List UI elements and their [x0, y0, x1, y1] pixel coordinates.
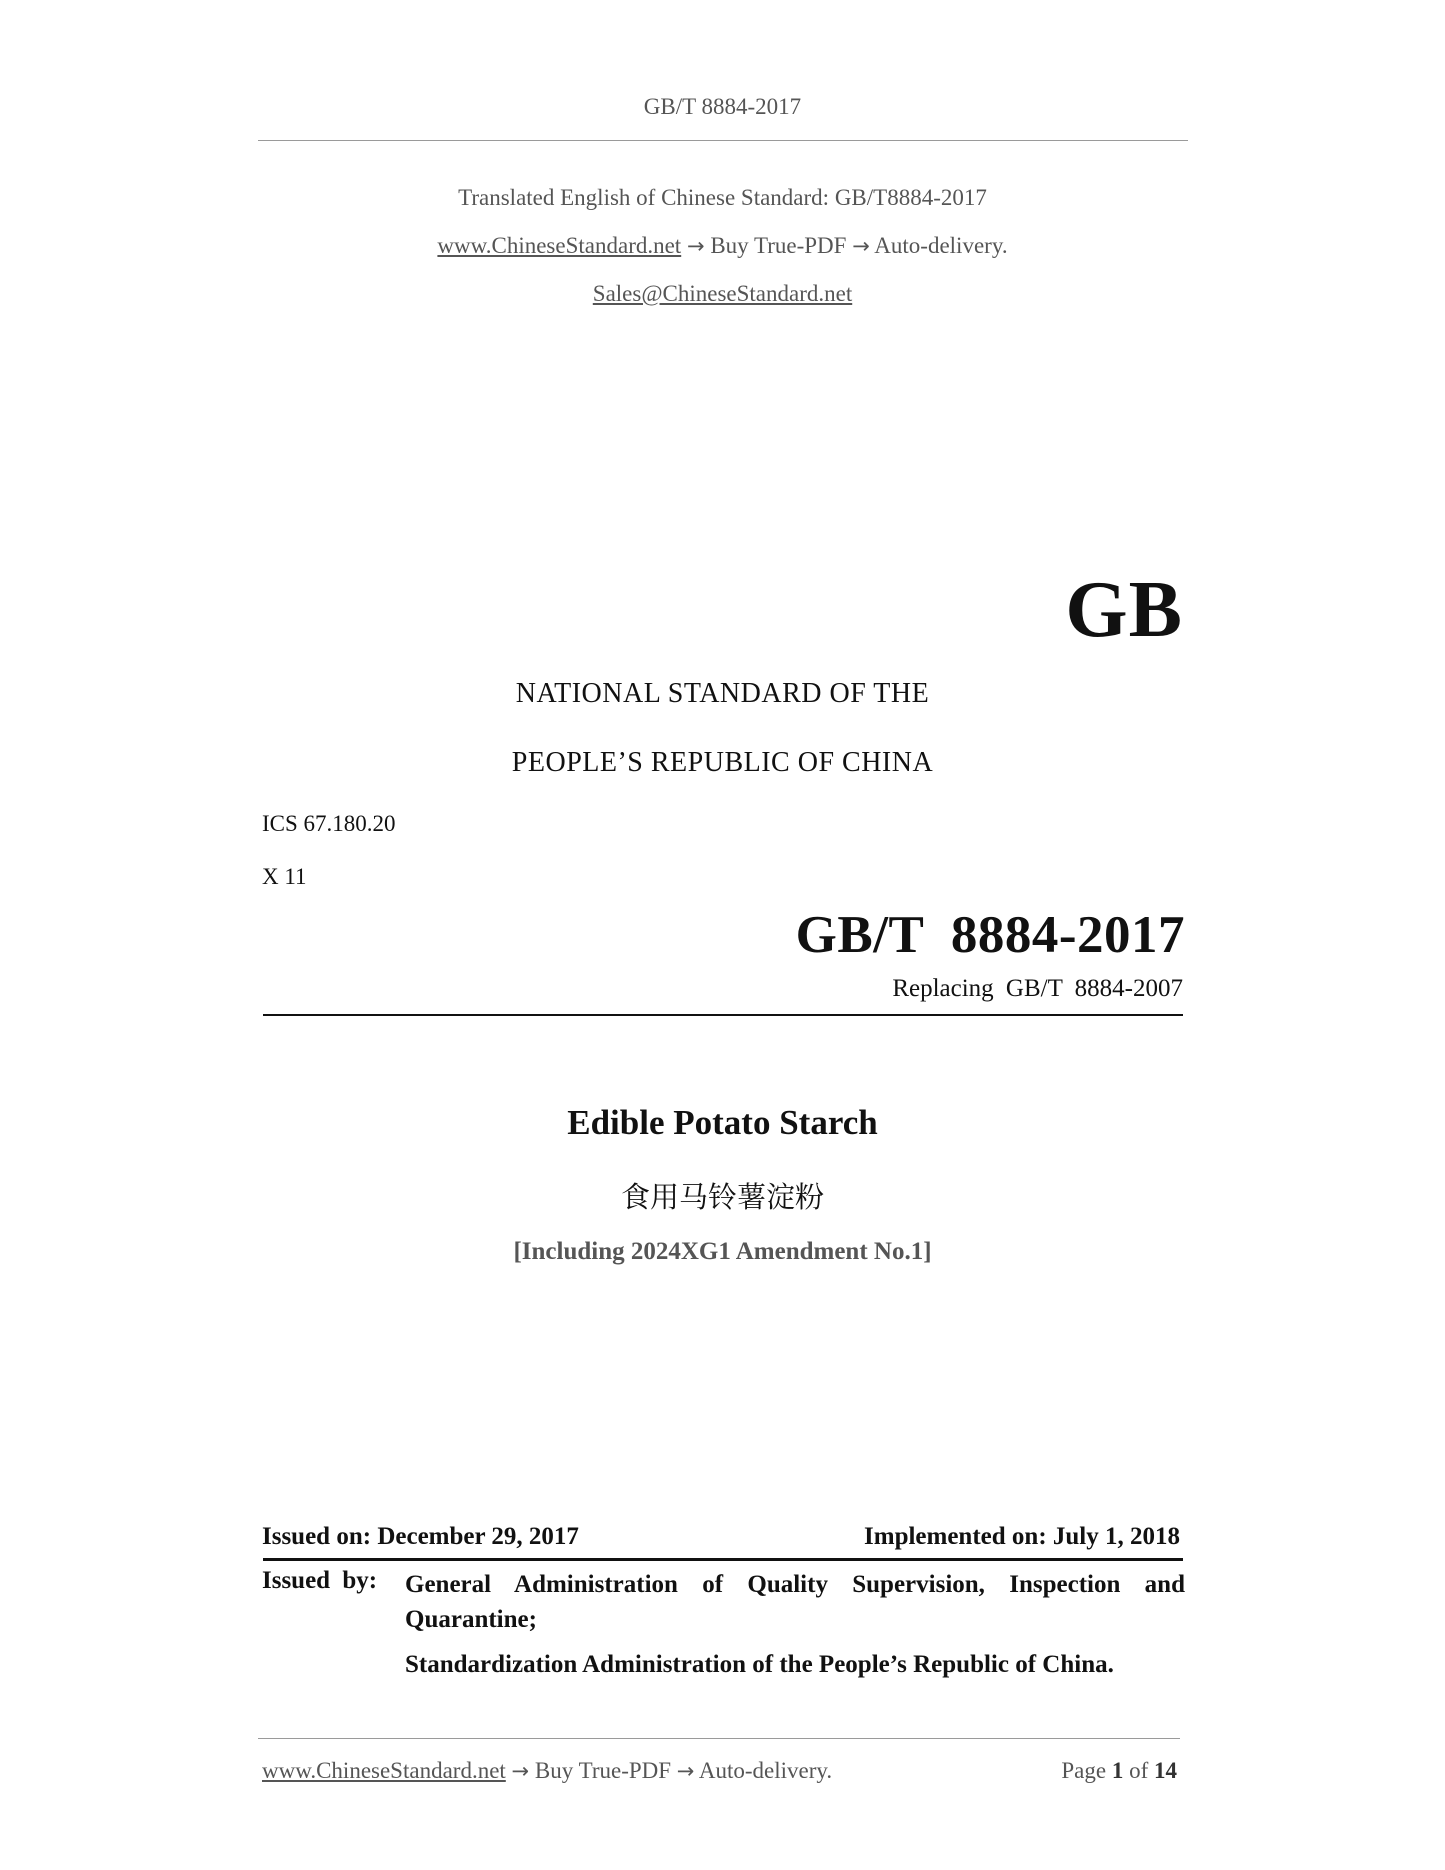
issued-by-label: Issued by: [262, 1567, 378, 1594]
header-rule [258, 140, 1188, 141]
national-standard-line2: PEOPLE’S REPUBLIC OF CHINA [511, 747, 934, 778]
title-rule [263, 1014, 1183, 1016]
footer-purchase-row [262, 1758, 832, 1784]
running-header: GB/T 8884-2017 [643, 94, 802, 119]
implemented-on-date: Implemented on: July 1, 2018 [864, 1523, 1180, 1550]
arrow-right-icon: → [852, 234, 870, 258]
footer-rule [258, 1738, 1180, 1739]
footer-buy-text: Buy True-PDF [534, 1758, 672, 1783]
page-total: 14 [1154, 1758, 1177, 1783]
page-label: Page [1061, 1758, 1107, 1783]
document-title-zh: 食用马铃薯淀粉 [620, 1180, 824, 1214]
footer-website-link[interactable]: www.ChineseStandard.net [262, 1758, 506, 1783]
ics-code: ICS 67.180.20 [262, 811, 396, 836]
arrow-right-icon: → [676, 1759, 695, 1783]
issue-rule [263, 1558, 1183, 1561]
issued-on-date: Issued on: December 29, 2017 [262, 1523, 579, 1550]
arrow-right-icon: → [511, 1759, 530, 1783]
amendment-note: [Including 2024XG1 Amendment No.1] [513, 1238, 932, 1265]
national-standard-line1: NATIONAL STANDARD OF THE [515, 678, 930, 709]
replacing-note: Replacing GB/T 8884-2007 [892, 975, 1183, 1002]
ccs-code: X 11 [262, 864, 307, 889]
delivery-text: Auto-delivery. [874, 233, 1008, 258]
standard-code-text: GB/T 8884-2017 [795, 906, 1185, 964]
of-label: of [1129, 1758, 1149, 1783]
sales-email-link[interactable]: Sales@ChineseStandard.net [592, 281, 853, 306]
buy-text: Buy True-PDF [710, 233, 847, 258]
website-link[interactable]: www.ChineseStandard.net [437, 233, 682, 258]
page-current: 1 [1111, 1758, 1124, 1783]
footer-delivery-text: Auto-delivery. [698, 1758, 833, 1783]
standard-code [796, 905, 1185, 965]
issuer-sac: Standardization Administration of the People’s Republic of China. [405, 1651, 1114, 1678]
arrow-right-icon: → [686, 234, 705, 258]
sales-email-row [0, 281, 1445, 307]
document-title-en: Edible Potato Starch [567, 1103, 878, 1142]
gb-mark: GB [1065, 566, 1183, 654]
issuer-aqsiq: General Administration of Quality Supervision, Inspection and Quarantine; [405, 1571, 1185, 1633]
purchase-link-row [0, 233, 1445, 259]
page-indicator [1061, 1758, 1177, 1784]
translation-tagline: Translated English of Chinese Standard: GB/T8884-2017 [458, 185, 987, 210]
